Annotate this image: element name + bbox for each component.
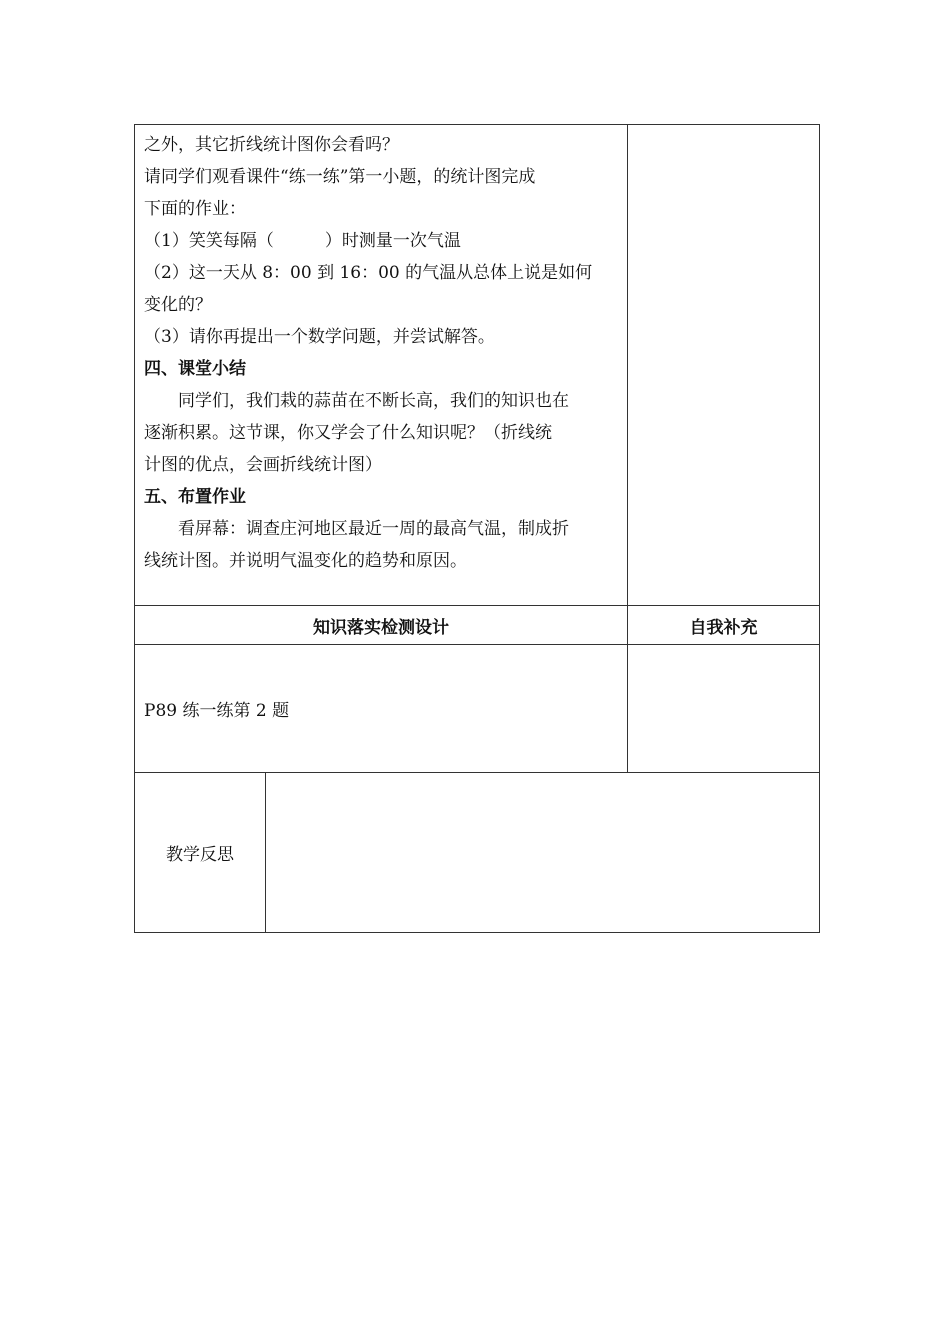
summary-line: 逐渐积累。这节课，你又学会了什么知识呢？（折线统 [144,423,552,443]
homework-heading: 五、布置作业 [144,487,246,507]
lesson-text [135,125,627,577]
text-line: 下面的作业： [144,199,246,219]
homework-line: 线统计图。并说明气温变化的趋势和原因。 [144,551,467,571]
question-2: （2）这一天从 8：00 到 16：00 的气温从总体上说是如何 [144,263,593,283]
reflection-label: 教学反思 [166,845,234,865]
text-line: 请同学们观看课件“练一练”第一小题，的统计图完成 [144,167,536,187]
summary-line: 计图的优点，会画折线统计图） [144,455,382,475]
reflection-row [135,773,820,933]
check-design-header: 知识落实检测设计 [135,606,628,644]
text-line: 之外，其它折线统计图你会看吗？ [144,135,399,155]
exercise-row [135,645,820,773]
question-1: （1）笑笑每隔（ ）时测量一次气温 [144,231,461,251]
exercise-text: P89 练一练第 2 题 [144,701,290,721]
self-supplement-header: 自我补充 [628,606,820,644]
lesson-content-cell [135,125,628,605]
summary-heading: 四、课堂小结 [144,359,246,379]
supplement-cell [628,645,820,772]
lesson-notes-cell [628,125,820,605]
text-line: 变化的？ [144,295,212,315]
lesson-plan-table [134,124,820,933]
lesson-content-row [135,125,820,606]
question-3: （3）请你再提出一个数学问题，并尝试解答。 [144,327,495,347]
reflection-label-cell [135,773,266,932]
header-row [135,606,820,645]
homework-line: 看屏幕：调查庄河地区最近一周的最高气温，制成折 [178,519,569,539]
exercise-cell [135,645,628,772]
summary-line: 同学们，我们栽的蒜苗在不断长高，我们的知识也在 [178,391,569,411]
reflection-content-cell [266,773,820,932]
